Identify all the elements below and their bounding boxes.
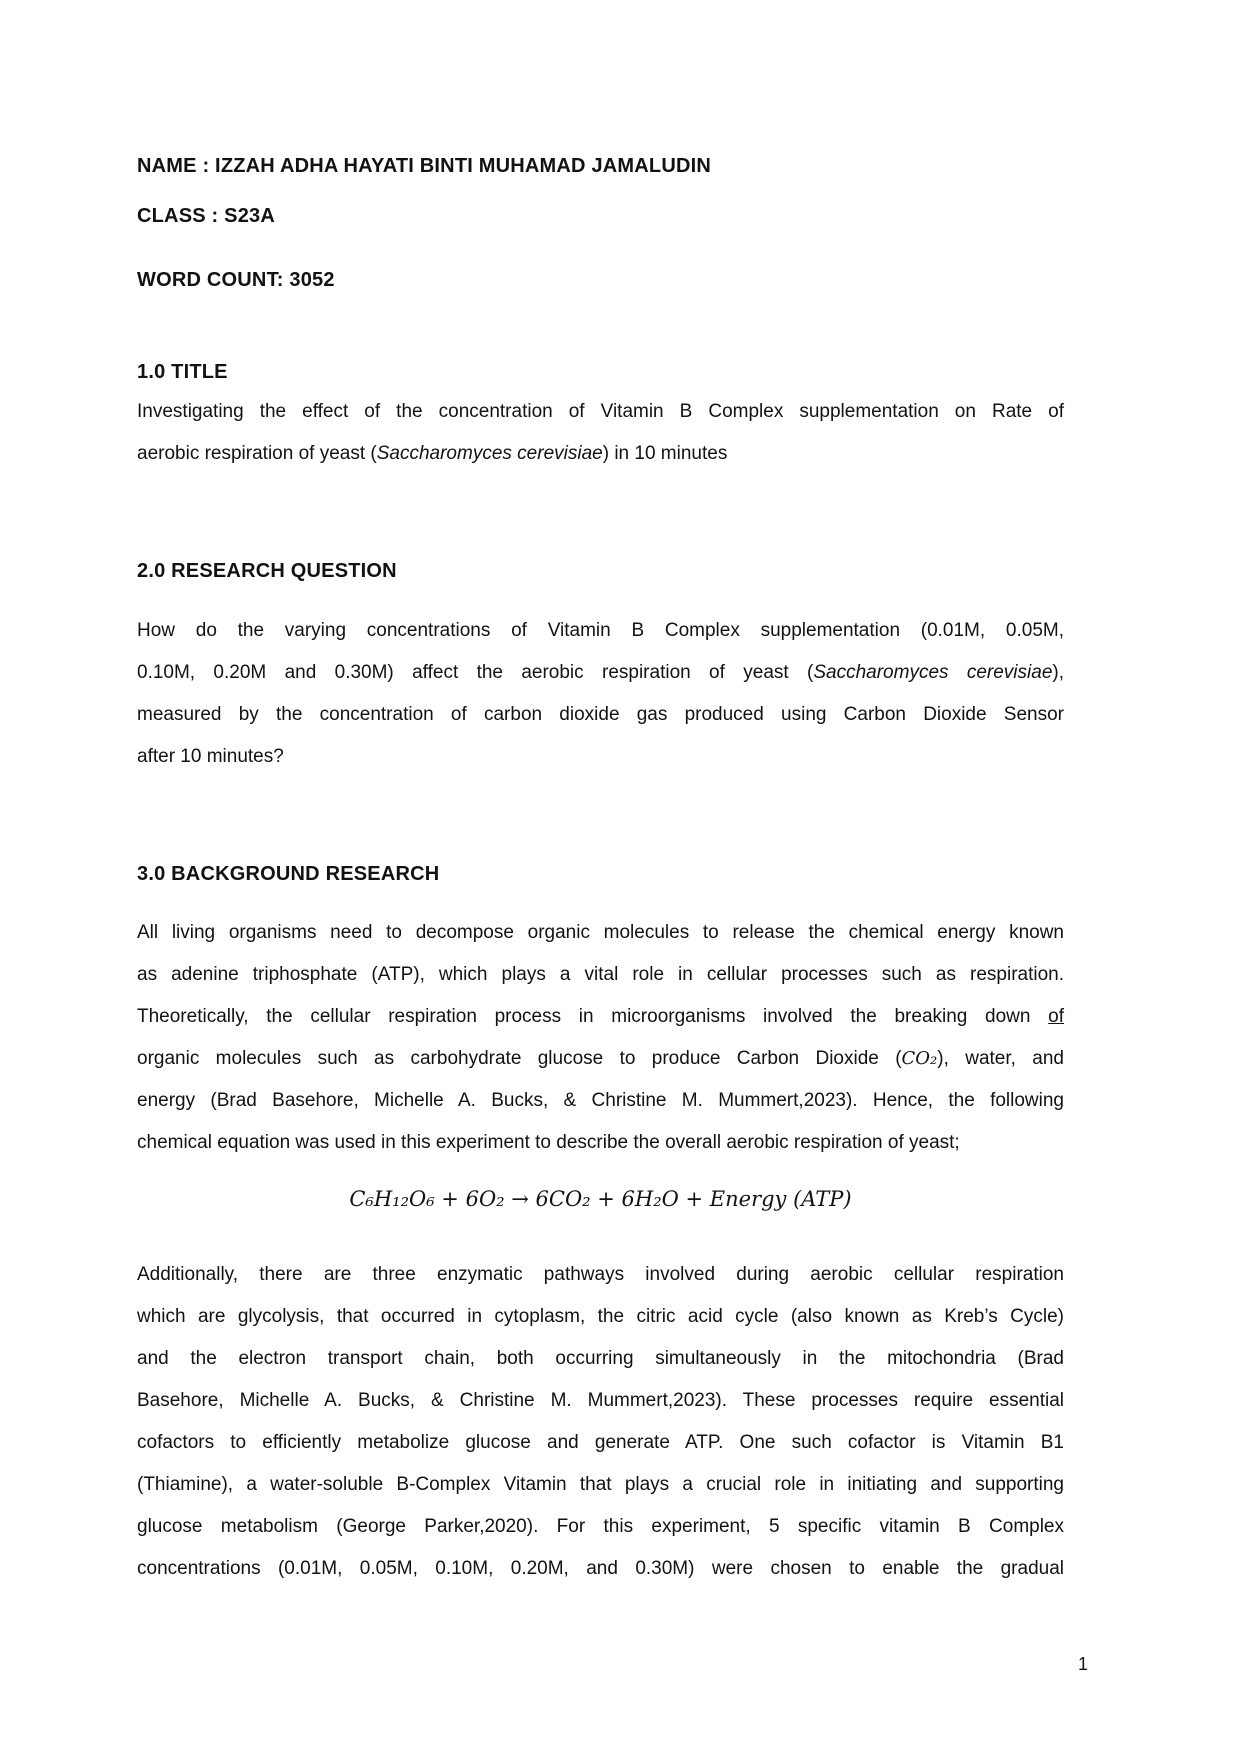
text-run: 0.10M, 0.20M and 0.30M) affect the aerobic respiration of yeast ( <box>137 662 814 683</box>
paragraph-line: after 10 minutes? <box>137 746 284 767</box>
chemical-equation: C₆H₁₂O₆ + 6O₂ → 6CO₂ + 6H₂O + Energy (ATP) <box>349 1187 852 1211</box>
paragraph-line: concentrations (0.01M, 0.05M, 0.10M, 0.20M, and 0.30M) were chosen to enable the gradual <box>137 1558 1064 1579</box>
text-run: ), <box>1052 662 1064 683</box>
research-question-paragraph <box>137 610 1064 778</box>
text-run: ) in 10 minutes <box>602 443 728 464</box>
paragraph-line <box>137 652 1064 694</box>
paragraph-line: chemical equation was used in this experiment to describe the overall aerobic respiration of yeast; <box>137 1132 960 1153</box>
paragraph-line: glucose metabolism (George Parker,2020). For this experiment, 5 specific vitamin B Complex <box>137 1516 1064 1537</box>
paragraph-line: Additionally, there are three enzymatic pathways involved during aerobic cellular respiration <box>137 1264 1064 1285</box>
paragraph-line: Basehore, Michelle A. Bucks, & Christine M. Mummert,2023). These processes require essential <box>137 1390 1064 1411</box>
title-paragraph <box>137 391 1064 475</box>
paragraph-line <box>137 1038 1064 1080</box>
text-run: Saccharomyces cerevisiae <box>813 662 1053 683</box>
paragraph-line: Investigating the effect of the concentration of Vitamin B Complex supplementation on Rate of <box>137 401 1064 422</box>
page-number: 1 <box>1077 1654 1088 1674</box>
paragraph-line <box>137 996 1064 1038</box>
section-heading-research-question: 2.0 RESEARCH QUESTION <box>137 560 397 582</box>
paragraph-line: cofactors to efficiently metabolize glucose and generate ATP. One such cofactor is Vitamin B1 <box>137 1432 1064 1453</box>
paragraph-line: measured by the concentration of carbon dioxide gas produced using Carbon Dioxide Sensor <box>137 704 1064 725</box>
paragraph-line: which are glycolysis, that occurred in cytoplasm, the citric acid cycle (also known as Kreb’s Cycle) <box>137 1306 1064 1327</box>
paragraph-line: and the electron transport chain, both occurring simultaneously in the mitochondria (Brad <box>137 1348 1064 1369</box>
class-line: CLASS : S23A <box>137 205 275 227</box>
paragraph-line: How do the varying concentrations of Vitamin B Complex supplementation (0.01M, 0.05M, <box>137 620 1064 641</box>
text-run: aerobic respiration of yeast ( <box>137 443 377 464</box>
text-run: Theoretically, the cellular respiration process in microorganisms involved the breaking down <box>137 1006 1049 1027</box>
text-run: Saccharomyces cerevisiae <box>376 443 603 464</box>
paragraph-line: as adenine triphosphate (ATP), which plays a vital role in cellular processes such as respiration. <box>137 964 1064 985</box>
paragraph-line: (Thiamine), a water-soluble B-Complex Vitamin that plays a crucial role in initiating and supporting <box>137 1474 1064 1495</box>
paragraph-line <box>137 433 1064 475</box>
background-paragraph-1 <box>137 912 1064 1164</box>
section-heading-title: 1.0 TITLE <box>137 361 228 383</box>
student-name-line: NAME : IZZAH ADHA HAYATI BINTI MUHAMAD JAMALUDIN <box>137 155 712 177</box>
word-count-line: WORD COUNT: 3052 <box>137 269 335 291</box>
text-run: ), water, and <box>937 1048 1064 1069</box>
section-heading-background-research: 3.0 BACKGROUND RESEARCH <box>137 863 440 885</box>
paragraph-line: energy (Brad Basehore, Michelle A. Bucks, & Christine M. Mummert,2023). Hence, the following <box>137 1090 1064 1111</box>
background-paragraph-2 <box>137 1254 1064 1590</box>
text-run: CO₂ <box>901 1048 938 1069</box>
text-run: organic molecules such as carbohydrate glucose to produce Carbon Dioxide ( <box>137 1048 902 1069</box>
text-run: of <box>1048 1006 1064 1027</box>
paragraph-line: All living organisms need to decompose organic molecules to release the chemical energy known <box>137 922 1064 943</box>
